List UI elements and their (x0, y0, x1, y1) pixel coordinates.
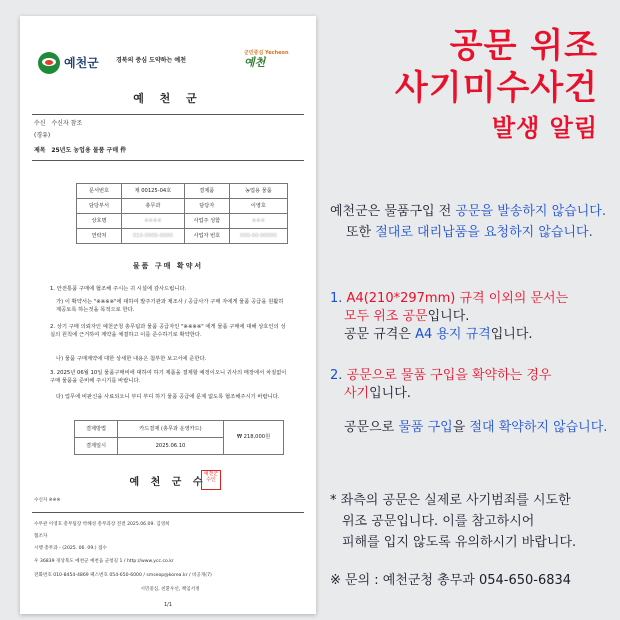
logo-text: 예천군 (64, 55, 99, 70)
text: 공문으로 (344, 420, 399, 435)
table-cell: 결제일시 (75, 438, 118, 455)
item-2-line-3 (344, 419, 607, 437)
contact-line: 전화번호 010-8454-4869 팩스번호 054-650-6000 / smseop@korea.kr / 비공개(7) (34, 573, 212, 578)
text: 예천군은 물품구입 전 (330, 204, 456, 219)
subject-value: 25년도 농업용 물품 구매 件 (51, 147, 127, 154)
subject-line (34, 147, 126, 155)
table-row (75, 421, 284, 438)
signature-title: 예 천 군 수 (129, 477, 207, 488)
table-cell: 연락처 (77, 229, 122, 244)
item-2-line-1 (330, 367, 551, 385)
recipient-line (34, 120, 82, 128)
text-emph: 절대로 대리납품을 요청하지 않습니다. (375, 225, 593, 240)
recipient-value: 수신자 참조 (51, 120, 83, 127)
text-emph: 모두 위조 공문 (344, 309, 428, 324)
item-number: 2. (330, 368, 347, 383)
note-line-1: * 좌측의 공문은 실제로 사기범죄를 시도한 (330, 493, 571, 508)
table-cell: 문서번호 (77, 184, 122, 199)
info-table (76, 183, 288, 244)
notice-line-1 (330, 203, 606, 221)
paragraph-3: 3. 2025년 06월 10일 물품구매비에 대하여 하기 제품을 결제할 예정이오니 귀사의 매장에서 차질없이 구매 물품을 준비해 주시기를 바랍니다. (50, 370, 287, 384)
headline-line-2: 사기미수사건 (394, 68, 598, 108)
table-cell: 총무과 (122, 199, 185, 214)
text: 을 (452, 420, 470, 435)
address-line: 우 36839 경상북도 예천군 예천읍 군청길 1 / http://www.ycc.co.kr (34, 559, 174, 564)
yecheon-brand-logo (244, 50, 289, 70)
table-cell: 사업자 번호 (184, 229, 229, 244)
paragraph-3a: 다) 업무에 비판신을 사료되오니 부디 부디 하기 물품 공급에 문제 없도록 협조해주시기 바랍니다. (56, 394, 280, 400)
text-emph: 공문을 발송하지 않습니다. (455, 204, 606, 219)
paragraph-1a: 가) 이 확약서는 "※※※※"에 대하여 발주기관과 제조사 / 공급사가 구매 자에게 물품 공급을 원활히 제공토록 하는것을 목적으로 한다. (56, 299, 284, 313)
table-cell: 2025.06.10 (118, 438, 224, 455)
text-emph: 공문으로 물품 구입을 확약하는 경우 (346, 368, 552, 383)
item-number: 1. (330, 291, 347, 306)
text-emph: 사기 (344, 386, 370, 401)
confirmation-title: 물품 구매 확약서 (132, 262, 204, 270)
notice-line-2 (346, 224, 593, 242)
cooperator-line: 협조자 (34, 534, 48, 539)
table-cell: 결제품 (184, 184, 229, 199)
divider (32, 160, 304, 161)
via-line: (경유) (34, 132, 51, 139)
table-cell: 담당부서 (77, 199, 122, 214)
contact-info: ※ 문의 : 예천군청 총무과 054-650-6834 (330, 573, 572, 588)
table-row (77, 184, 288, 199)
page-number: 1/1 (163, 602, 173, 608)
seal-text: 예천군수인 (203, 471, 219, 483)
yecheon-logo (38, 52, 99, 74)
text: 입니다. (490, 327, 533, 342)
headline-line-3: 발생 알림 (491, 114, 598, 142)
doc-slogan: 경북의 중심 도약하는 예천 (116, 57, 187, 64)
motto-line: 시민중심, 친환우선, 책임서정 (140, 587, 200, 592)
execution-line: 시행 총무과 - (2025. 06. 09.) 접수 (34, 546, 107, 551)
table-cell: 이영호 (229, 199, 287, 214)
divider (32, 512, 304, 513)
table-row (77, 229, 288, 244)
brand-small-text: 군민중심 Yecheon (244, 50, 289, 56)
item-1-line-3 (344, 326, 533, 344)
brand-text: 예천 (244, 56, 266, 70)
yecheon-emblem-icon (38, 52, 60, 74)
divider (32, 114, 304, 115)
text: 공문 규격은 (344, 327, 416, 342)
table-row (77, 199, 288, 214)
item-2-line-2 (344, 385, 411, 403)
paragraph-2: 2. 상기 구매 의뢰자인 예천군청 총무팀과 물품 공급자인 "※※※※" 에게 물품 구매에 대해 상호인의 성실의 원칙에 근거하여 계약을 체결하고 이를 준수하기로 확약한다. (50, 324, 286, 338)
table-cell: 결제방법 (75, 421, 118, 438)
recipient-footer: 수신자 ※※※ (34, 498, 61, 503)
headline-line-1: 공문 위조 (449, 26, 598, 66)
item-1-line-2 (344, 308, 469, 326)
text: 또한 (346, 225, 376, 240)
note-line-3: 피해를 입지 않도록 유의하시기 바랍니다. (342, 535, 577, 550)
table-cell: 제 00125-04호 (122, 184, 185, 199)
table-cell: 상호명 (77, 214, 122, 229)
paragraph-1: 1. 안전통품 구매에 협조해 주시는 귀 시설에 감사드립니다. (50, 286, 187, 292)
text: 입니다. (369, 386, 411, 401)
text-emph: A4 용지 규격 (415, 327, 491, 342)
forged-document (20, 16, 316, 614)
table-cell: 농업용 물품 (229, 184, 287, 199)
payment-table (74, 420, 284, 455)
table-row (77, 214, 288, 229)
paragraph-2a: 나) 물품 구매계약에 대한 상세한 내용은 첨부한 보고서에 준한다. (56, 356, 207, 362)
text-emph: 절대 확약하지 않습니다. (469, 420, 608, 435)
recipient-label: 수신 (34, 120, 46, 127)
table-cell: 010-0000-0000 (122, 229, 185, 244)
official-seal (201, 470, 221, 490)
table-cell: 사업주 성함 (184, 214, 229, 229)
table-cell: ※※※ (229, 214, 287, 229)
text-emph: 물품 구입 (398, 420, 453, 435)
table-cell: 담당자 (184, 199, 229, 214)
text-emph: A4(210*297mm) 규격 이외의 문서는 (346, 291, 569, 306)
note-line-2: 위조 공문입니다. 이를 참고하시어 (342, 514, 535, 529)
table-cell: 000-00-00000 (229, 229, 287, 244)
approval-line: 수무관 이영호 총무팀장 박혜성 총무과장 전결 2025.06.09. 김영희 (34, 522, 170, 527)
table-cell: 카드결제 (총무과 운영카드) (118, 421, 224, 438)
doc-title: 예 천 군 (133, 92, 203, 105)
table-cell: ※※※※ (122, 214, 185, 229)
subject-label: 제목 (34, 147, 46, 154)
text: 입니다. (427, 309, 470, 324)
item-1-line-1 (330, 290, 568, 308)
table-cell: ₩ 218,000원 (223, 421, 283, 455)
